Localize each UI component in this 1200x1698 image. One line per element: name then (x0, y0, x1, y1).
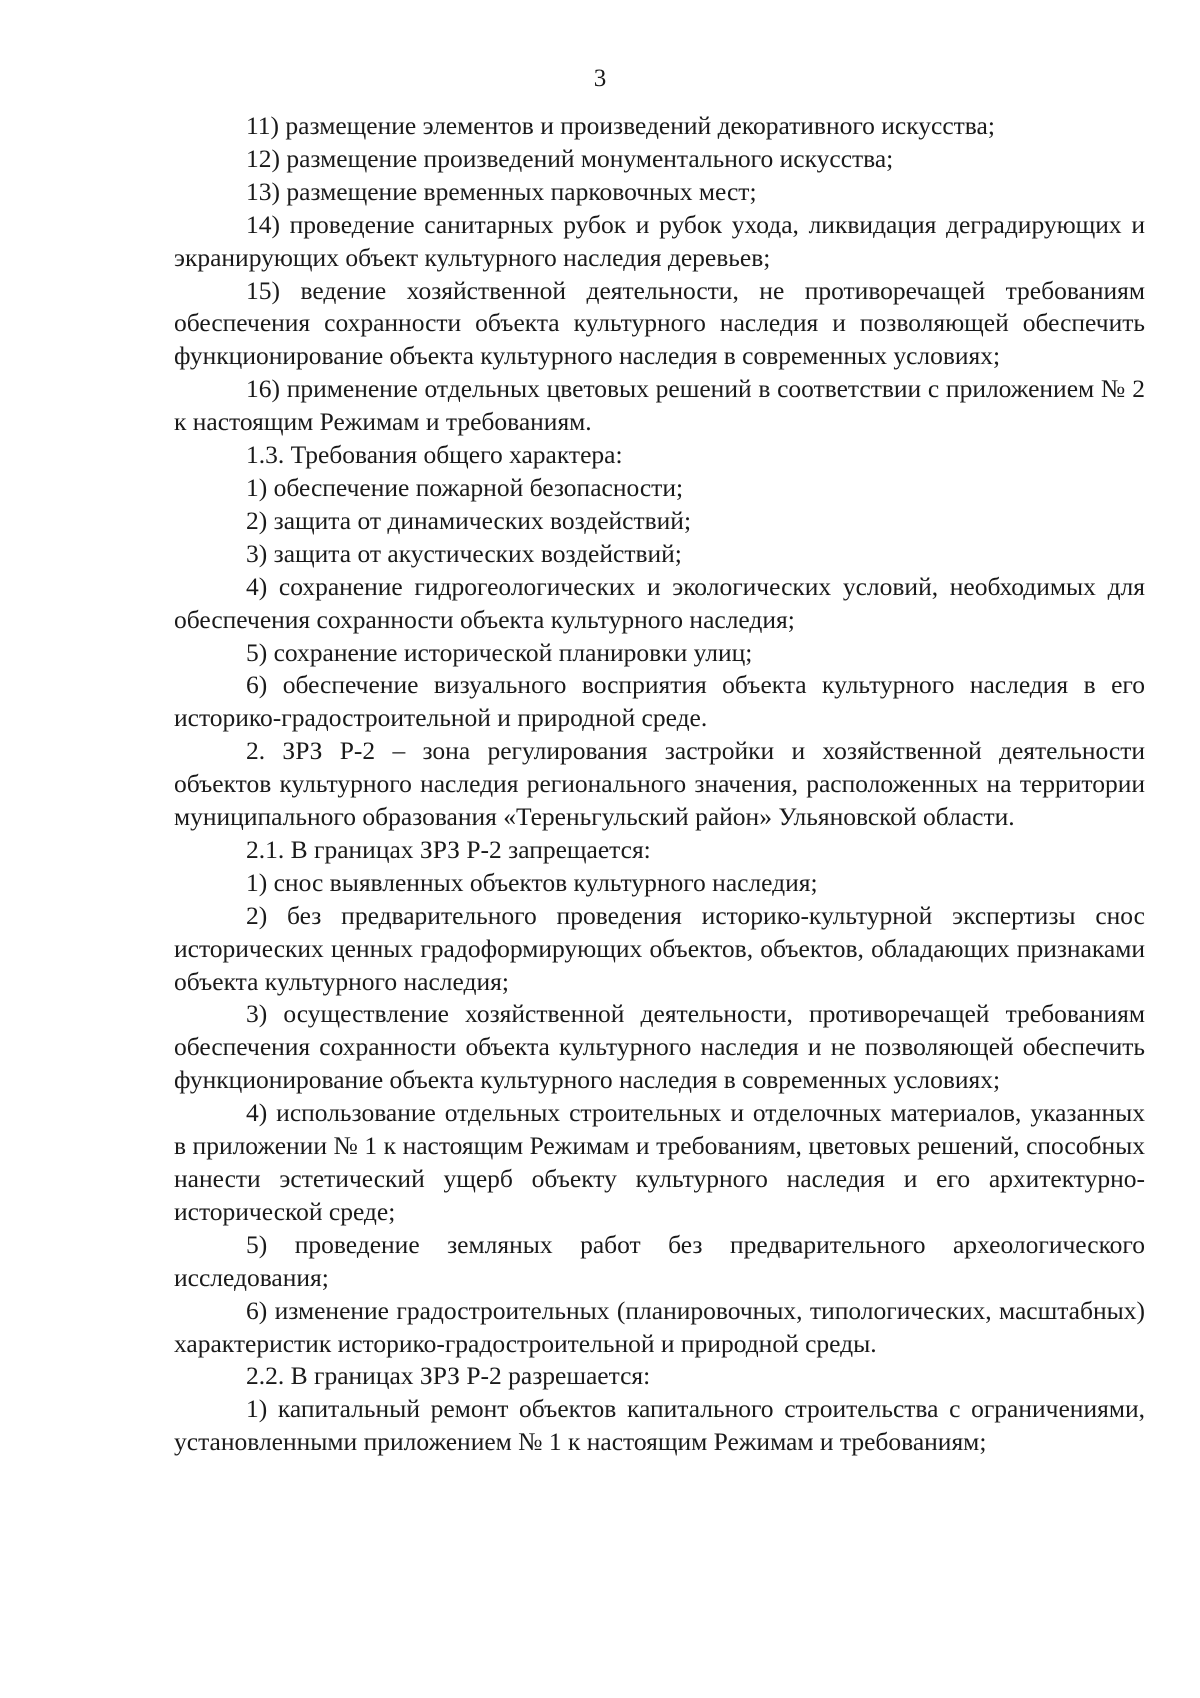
page-number: 3 (593, 65, 607, 92)
paragraph: 5) сохранение исторической планировки улиц; (246, 637, 753, 667)
paragraph: 16) применение отдельных цветовых решений в соответствии с приложением № 2 к настоящим Режимам и требованиям. (174, 374, 1145, 437)
paragraph: 6) изменение градостроительных (планировочных, типологических, масштабных) характеристик историко-градостроительной и природной среды. (174, 1295, 1145, 1358)
paragraph: 4) использование отдельных строительных и отделочных материалов, указанных в приложении № 1 к настоящим Режимам и требованиям, цветовых решений, способных нанести эстетический ущерб объекту культурного наследия и его архитектурно-исторической среде; (174, 1098, 1145, 1226)
paragraph: 12) размещение произведений монументального искусства; (246, 143, 894, 173)
paragraph: 15) ведение хозяйственной деятельности, не противоречащей требованиям обеспечения сохранности объекта культурного наследия и позволяющей обеспечить функционирование объекта культурного наследия в современных условиях; (174, 275, 1145, 371)
document-body (174, 110, 1145, 1459)
paragraph: 1.3. Требования общего характера: (246, 440, 623, 470)
paragraph: 3) осуществление хозяйственной деятельности, противоречащей требованиям обеспечения сохранности объекта культурного наследия и не позволяющей обеспечить функционирование объекта культурного наследия в современных условиях; (174, 999, 1145, 1095)
paragraph: 1) снос выявленных объектов культурного наследия; (246, 867, 818, 897)
paragraph: 4) сохранение гидрогеологических и экологических условий, необходимых для обеспечения сохранности объекта культурного наследия; (174, 571, 1145, 634)
paragraph: 2.1. В границах ЗРЗ Р-2 запрещается: (246, 834, 651, 864)
paragraph: 2) без предварительного проведения историко-культурной экспертизы снос исторических ценных градоформирующих объектов, объектов, обладающих признаками объекта культурного наследия; (174, 900, 1145, 996)
paragraph: 14) проведение санитарных рубок и рубок ухода, ликвидация деградирующих и экранирующих объект культурного наследия деревьев; (174, 209, 1145, 272)
paragraph: 1) капитальный ремонт объектов капитального строительства с ограничениями, установленными приложением № 1 к настоящим Режимам и требованиям; (174, 1394, 1145, 1457)
paragraph: 13) размещение временных парковочных мест; (246, 176, 757, 206)
paragraph: 2) защита от динамических воздействий; (246, 505, 692, 535)
paragraph: 2. ЗРЗ Р-2 – зона регулирования застройки и хозяйственной деятельности объектов культурного наследия регионального значения, расположенных на территории муниципального образования «Тереньгульский район» Ульяновской области. (174, 736, 1145, 832)
paragraph: 1) обеспечение пожарной безопасности; (246, 472, 684, 502)
paragraph: 5) проведение земляных работ без предварительного археологического исследования; (174, 1229, 1145, 1292)
paragraph: 3) защита от акустических воздействий; (246, 538, 682, 568)
paragraph: 6) обеспечение визуального восприятия объекта культурного наследия в его историко-градостроительной и природной среде. (174, 670, 1145, 733)
paragraph: 11) размещение элементов и произведений декоративного искусства; (246, 111, 995, 140)
paragraph: 2.2. В границах ЗРЗ Р-2 разрешается: (246, 1361, 651, 1391)
